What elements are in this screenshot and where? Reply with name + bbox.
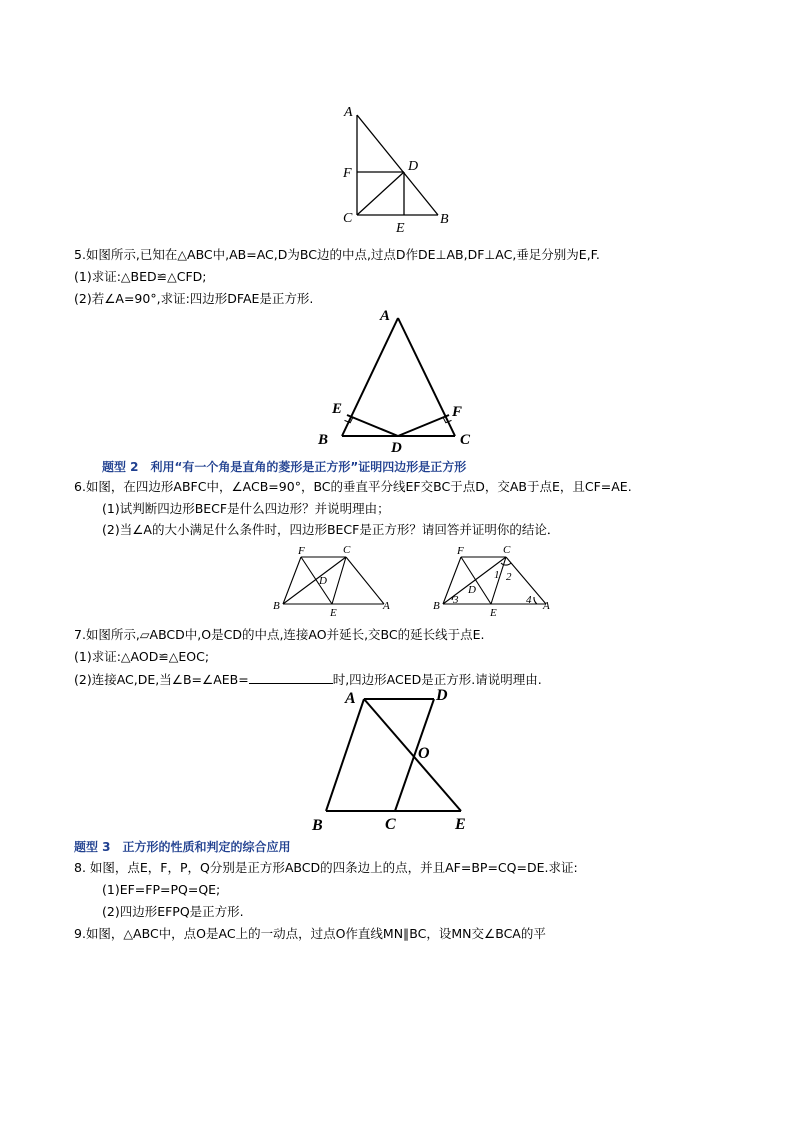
q9-stem: 9.如图，△ABC中，点O是AC上的一动点，过点O作直线MN∥BC，设MN交∠BCA的平: [74, 926, 546, 941]
label-angle-3: 3: [453, 594, 459, 606]
label-B: B: [312, 817, 323, 834]
label-F: F: [298, 545, 305, 557]
q5-stem: 5.如图所示,已知在△ABC中,AB=AC,D为BC边的中点,过点D作DE⊥AB,DF⊥AC,垂足分别为E,F.: [74, 247, 600, 262]
label-D: D: [436, 687, 448, 704]
q7-part1: (1)求证:△AOD≌△EOC;: [74, 649, 210, 664]
section-2-title: 利用“有一个角是直角的菱形是正方形”证明四边形是正方形: [150, 460, 467, 474]
label-B: B: [440, 212, 449, 227]
q5-part2: (2)若∠A=90°,求证:四边形DFAE是正方形.: [74, 291, 314, 306]
label-A: A: [345, 690, 356, 707]
label-D: D: [468, 584, 476, 596]
label-F: F: [343, 166, 352, 181]
label-D: D: [391, 440, 402, 456]
label-C: C: [343, 211, 353, 226]
label-E: E: [455, 816, 466, 833]
q8-part1: (1)EF=FP=PQ=QE;: [102, 882, 221, 897]
q6-part2: (2)当∠A的大小满足什么条件时，四边形BECF是正方形？请回答并证明你的结论．: [102, 522, 560, 537]
label-angle-2: 2: [506, 571, 512, 583]
label-C: C: [503, 544, 511, 556]
label-angle-1: 1: [494, 569, 500, 581]
label-E: E: [330, 607, 337, 619]
label-C: C: [343, 544, 351, 556]
label-C: C: [460, 432, 471, 448]
section-3-heading: [74, 838, 291, 855]
label-E: E: [396, 221, 405, 236]
q8-part2: (2)四边形EFPQ是正方形.: [102, 904, 244, 919]
label-F: F: [452, 404, 463, 420]
section-3-label: 题型 3: [74, 840, 111, 854]
label-E: E: [332, 401, 343, 417]
q5-part1: (1)求证:△BED≌△CFD;: [74, 269, 207, 284]
label-A: A: [543, 600, 550, 612]
label-B: B: [433, 600, 440, 612]
label-F: F: [457, 545, 464, 557]
label-O: O: [418, 745, 430, 762]
label-C: C: [385, 816, 396, 833]
q8-stem: 8. 如图，点E，F，P，Q分别是正方形ABCD的四条边上的点，并且AF=BP=CQ=DE.求证:: [74, 860, 578, 875]
label-B: B: [273, 600, 280, 612]
label-E: E: [490, 607, 497, 619]
q7-stem: 7.如图所示,▱ABCD中,O是CD的中点,连接AO并延长,交BC的延长线于点E.: [74, 627, 485, 642]
label-A: A: [380, 308, 391, 324]
label-D: D: [408, 159, 419, 174]
q7-part2-a: (2)连接AC,DE,当∠B=∠AEB=: [74, 672, 249, 687]
label-angle-4: 4: [526, 594, 532, 606]
label-A: A: [344, 105, 353, 120]
label-D: D: [319, 575, 327, 587]
q6-stem: 6.如图，在四边形ABFC中，∠ACB=90°，BC的垂直平分线EF交BC于点D，交AB于点E，且CF=AE.: [74, 479, 632, 494]
section-2-label: 题型 2: [102, 460, 139, 474]
label-B: B: [318, 432, 329, 448]
section-3-title: 正方形的性质和判定的综合应用: [122, 840, 291, 854]
label-A: A: [383, 600, 390, 612]
q7-part2-b: 时,四边形ACED是正方形.请说明理由.: [332, 672, 542, 687]
q6-part1: (1)试判断四边形BECF是什么四边形？并说明理由；: [102, 501, 390, 516]
